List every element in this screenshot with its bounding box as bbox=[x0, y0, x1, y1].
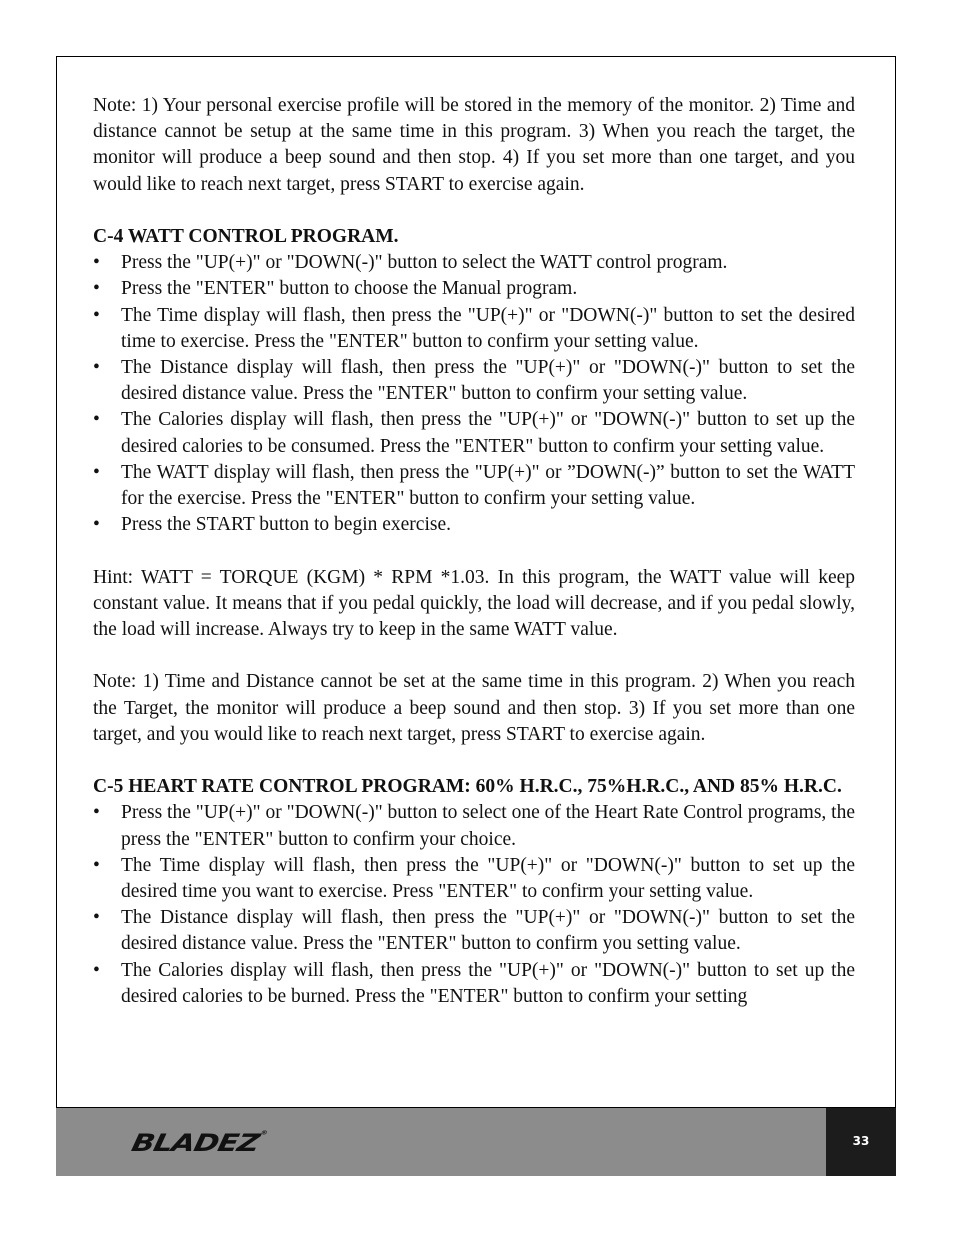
list-item: • The Calories display will flash, then press the "UP(+)" or "DOWN(-)" button to set up the desired calories to be consumed. Press the "ENTER" button to confirm your setting value. bbox=[93, 409, 855, 457]
bullet-icon: • bbox=[93, 802, 100, 824]
bullet-icon: • bbox=[93, 907, 100, 929]
bullet-icon: • bbox=[93, 409, 100, 431]
bullet-icon: • bbox=[93, 854, 100, 876]
list-item: • Press the "UP(+)" or "DOWN(-)" button to select the WATT control program. bbox=[93, 250, 855, 276]
list-item: • The Time display will flash, then press the "UP(+)" or "DOWN(-)" button to set the desired time to exercise. Press the "ENTER" button to confirm your setting value. bbox=[93, 304, 855, 352]
bullet-icon: • bbox=[93, 304, 100, 326]
spacer bbox=[93, 538, 855, 564]
bullet-icon: • bbox=[93, 461, 100, 483]
page-number-box bbox=[826, 1108, 896, 1176]
section-heading-c4: C-4 WATT CONTROL PROGRAM. bbox=[93, 226, 399, 247]
c5-bullet-list bbox=[93, 800, 855, 1010]
spacer bbox=[93, 198, 855, 224]
bullet-icon: • bbox=[93, 252, 100, 274]
list-item: • Press the "ENTER" button to choose the Manual program. bbox=[93, 276, 855, 302]
spacer bbox=[93, 643, 855, 669]
list-item: • Press the "UP(+)" or "DOWN(-)" button to select one of the Heart Rate Control programs, the press the "ENTER" button to confirm your choice. bbox=[93, 802, 855, 850]
c4-bullet-list bbox=[93, 250, 855, 538]
list-item: • The Distance display will flash, then press the "UP(+)" or "DOWN(-)" button to set the desired distance value. Press the "ENTER" button to confirm your setting value. bbox=[93, 357, 855, 405]
page-content bbox=[93, 93, 855, 1010]
list-item: • The Calories display will flash, then press the "UP(+)" or "DOWN(-)" button to set up the desired calories to be burned. Press the "ENTER" button to confirm your setting bbox=[93, 959, 855, 1007]
bullet-icon: • bbox=[93, 959, 100, 981]
hint-paragraph: Hint: WATT = TORQUE (KGM) * RPM *1.03. In this program, the WATT value will keep constant value. It means that if you pedal quickly, the load will decrease, and if you pedal slowly, the load will increase. Always try to keep in the same WATT value. bbox=[93, 566, 855, 641]
bullet-icon: • bbox=[93, 357, 100, 379]
bullet-icon: • bbox=[93, 278, 100, 300]
list-item: • Press the START button to begin exercise. bbox=[93, 512, 855, 538]
note-paragraph: Note: 1) Your personal exercise profile will be stored in the memory of the monitor. 2) Time and distance cannot be setup at the same time in this program. 3) When you reach the target, the monitor will produce a beep sound and then stop. 4) If you set more than one target, and you would like to reach next target, press START to exercise again. bbox=[93, 95, 855, 195]
list-item: • The WATT display will flash, then press the "UP(+)" or ”DOWN(-)” button to set the WATT for the exercise. Press the "ENTER" button to confirm your setting value. bbox=[93, 461, 855, 510]
spacer bbox=[93, 748, 855, 774]
section-heading-c5: C-5 HEART RATE CONTROL PROGRAM: 60% H.R.C., 75%H.R.C., AND 85% H.R.C. bbox=[93, 776, 842, 798]
page-footer bbox=[56, 1107, 896, 1176]
bullet-icon: • bbox=[93, 514, 100, 536]
list-item: • The Time display will flash, then press the "UP(+)" or "DOWN(-)" button to set up the desired time you want to exercise. Press "ENTER" to confirm your setting value. bbox=[93, 854, 855, 903]
list-item: • The Distance display will flash, then press the "UP(+)" or "DOWN(-)" button to set the desired distance value. Press the "ENTER" button to confirm you setting value. bbox=[93, 907, 855, 955]
note-paragraph: Note: 1) Time and Distance cannot be set at the same time in this program. 2) When you reach the Target, the monitor will produce a beep sound and then stop. 3) If you set more than one target, and you would like to reach next target, press START to exercise again. bbox=[93, 671, 855, 745]
brand-logo: BLADEZ® bbox=[129, 1129, 268, 1158]
page-number: 33 bbox=[852, 1134, 870, 1148]
